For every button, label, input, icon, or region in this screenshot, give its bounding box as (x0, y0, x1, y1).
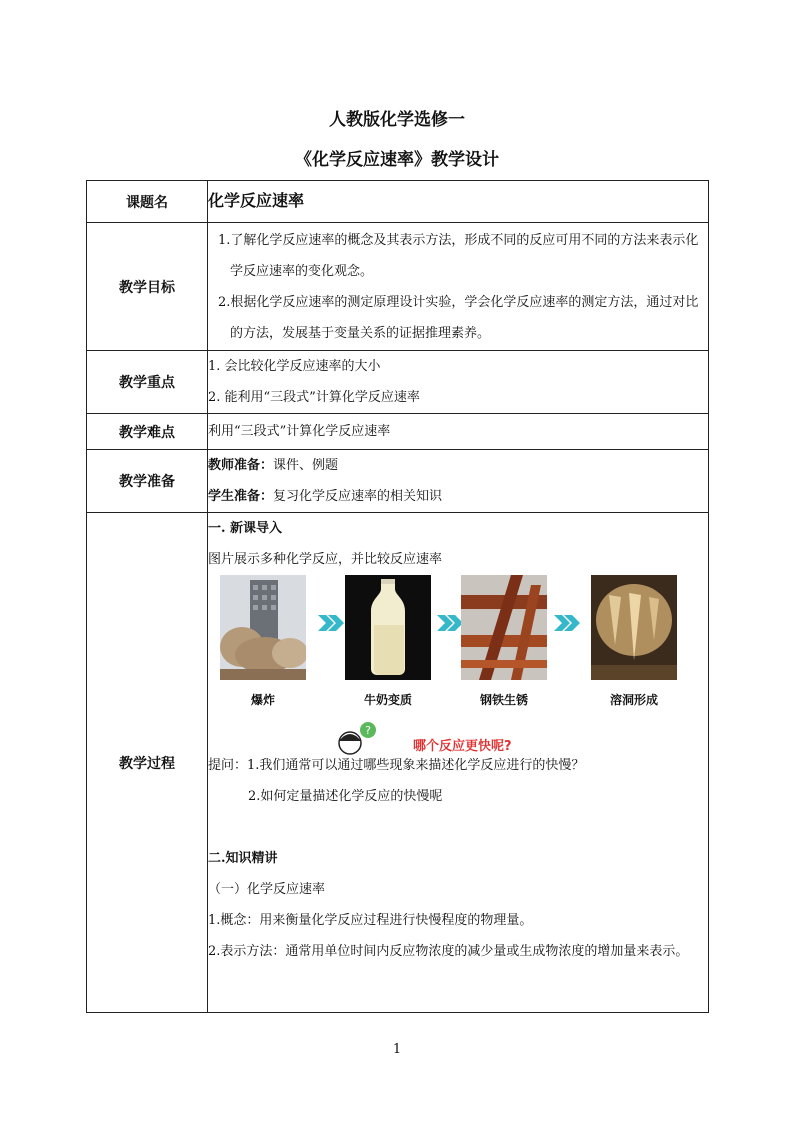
ask-line-1: 提问：1.我们通常可以通过哪些现象来描述化学反应进行的快慢？ (208, 758, 585, 773)
student-prep-label: 学生准备： (208, 489, 274, 504)
question-mark: ? (365, 724, 371, 737)
section2-title: 二.知识精讲 (208, 851, 278, 866)
concept-line: 1.概念：用来衡量化学反应过程进行快慢程度的物理量。 (208, 913, 533, 928)
label-objectives: 教学目标 (87, 223, 208, 351)
intro-text: 图片展示多种化学反应，并比较反应速率 (208, 552, 443, 567)
label-difficulty: 教学难点 (87, 414, 208, 450)
arrow-right-icon (316, 610, 346, 636)
thinking-face-icon (336, 721, 380, 755)
teacher-prep-label: 教师准备： (208, 458, 274, 473)
row-topic (87, 181, 709, 223)
doc-title-line2: 《化学反应速率》教学设计 (295, 150, 499, 170)
row-objectives (87, 223, 709, 351)
arrow-right-icon (552, 610, 582, 636)
row-preparation (87, 450, 709, 513)
label-preparation: 教学准备 (87, 450, 208, 513)
row-difficulty (87, 414, 709, 450)
key-point-1: 1. 会比较化学反应速率的大小 (208, 359, 381, 374)
cave-image (591, 575, 677, 680)
method-line: 2.表示方法：通常用单位时间内反应物浓度的减少量或生成物浓度的增加量来表示。 (208, 944, 689, 959)
subsection-1: （一）化学反应速率 (208, 882, 326, 897)
topic-value: 化学反应速率 (208, 191, 305, 210)
teacher-prep-value: 课件、例题 (273, 458, 339, 473)
ask-line-2: 2.如何定量描述化学反应的快慢呢 (248, 789, 443, 804)
section1-title: 一. 新课导入 (208, 521, 283, 536)
rusty-steel-image (461, 575, 547, 680)
row-process (87, 513, 709, 1013)
milk-bottle-image (345, 575, 431, 680)
caption-rust: 钢铁生锈 (479, 693, 528, 707)
doc-title-line1: 人教版化学选修一 (329, 110, 465, 130)
student-prep-value: 复习化学反应速率的相关知识 (273, 489, 443, 504)
lesson-plan-table (86, 180, 709, 1013)
reaction-images (208, 575, 708, 754)
objective-item-2: 2.根据化学反应速率的测定原理设计实验，学会化学反应速率的测定方法，通过对比的方法，发展基于变量关系的证据推理素养。 (218, 294, 699, 341)
objective-item-1: 1.了解化学反应速率的概念及其表示方法，形成不同的反应可用不同的方法来表示化学反应速率的变化观念。 (218, 232, 699, 279)
explosion-image (220, 575, 306, 680)
caption-milk: 牛奶变质 (363, 693, 412, 707)
caption-explosion: 爆炸 (250, 693, 275, 707)
caption-cave: 溶洞形成 (609, 693, 658, 707)
question-banner: 哪个反应更快呢? (413, 739, 512, 754)
key-point-2: 2. 能利用“三段式”计算化学反应速率 (208, 390, 420, 405)
difficulty-value: 利用“三段式”计算化学反应速率 (208, 414, 709, 450)
page-number: 1 (392, 1042, 402, 1057)
row-key-points (87, 351, 709, 414)
label-key-points: 教学重点 (87, 351, 208, 414)
label-process: 教学过程 (87, 513, 208, 1013)
label-topic: 课题名 (87, 181, 208, 223)
